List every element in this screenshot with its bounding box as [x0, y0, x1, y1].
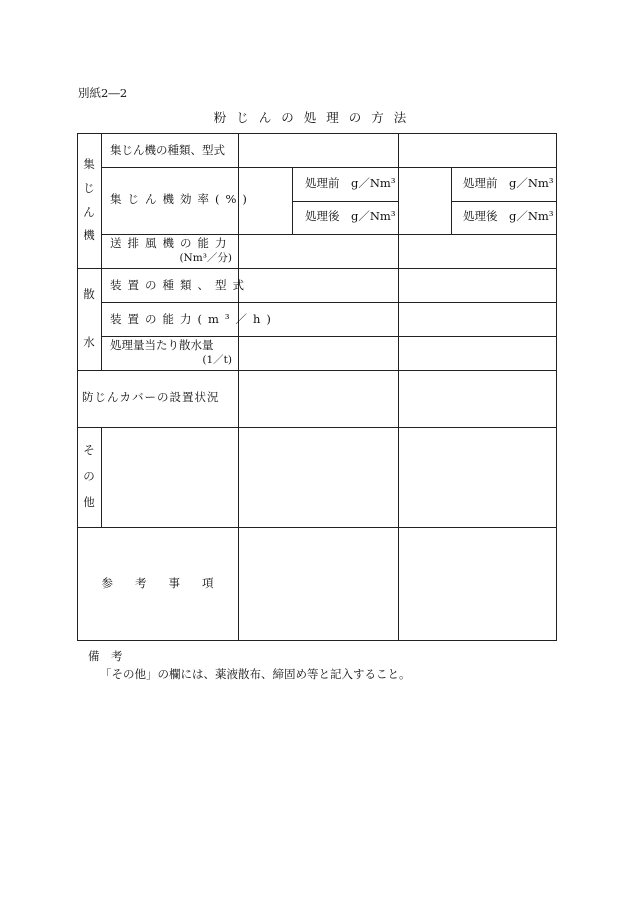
group-char: 他 — [83, 494, 95, 509]
table-border-top — [77, 133, 557, 134]
table-border-right — [556, 133, 557, 641]
group-char: 機 — [83, 228, 95, 243]
document-id: 別紙2―2 — [78, 86, 128, 100]
row-line-8 — [77, 527, 556, 528]
label-collector-type: 集じん機の種類、型式 — [110, 143, 225, 157]
group-char: 水 — [83, 335, 95, 349]
group-label-other — [77, 427, 101, 527]
efficiency-midline-2 — [451, 201, 556, 202]
group-divider-other — [101, 427, 102, 527]
page-title: 粉じんの処理の方法 — [213, 110, 417, 125]
efficiency-before-1: 処理前 g／Nm³ — [305, 176, 396, 190]
label-spray-capacity: 装置の能力(m³／h) — [110, 312, 277, 326]
table-divider-col2 — [238, 133, 239, 641]
group-char: ん — [83, 204, 95, 219]
label-spray-amount-unit: (1／t) — [202, 354, 232, 366]
label-fan-capacity-unit: (Nm³／分) — [179, 252, 232, 264]
efficiency-before-2: 処理前 g／Nm³ — [463, 176, 554, 190]
row-line-6 — [77, 370, 556, 371]
row-line-1 — [101, 167, 556, 168]
efficiency-after-1: 処理後 g／Nm³ — [305, 209, 396, 223]
group-char: そ — [83, 443, 95, 458]
label-fan-capacity: 送排風機の能力 — [110, 236, 233, 250]
efficiency-after-2: 処理後 g／Nm³ — [463, 209, 554, 223]
group-char: 散 — [83, 287, 95, 302]
notes-text: 「その他」の欄には、薬液散布、締固め等と記入すること。 — [100, 667, 411, 681]
table-border-bottom — [77, 640, 557, 641]
group-divider-collector — [101, 133, 102, 268]
group-char: 集 — [83, 156, 95, 171]
label-collector-efficiency: 集じん機効率(%) — [110, 192, 253, 206]
table-divider-col3 — [398, 133, 399, 641]
label-reference: 参考事項 — [101, 576, 236, 590]
label-dust-cover: 防じんカバーの設置状況 — [82, 390, 220, 404]
group-char: じ — [83, 180, 95, 195]
group-label-dust-collector — [77, 133, 101, 268]
group-divider-spray — [101, 268, 102, 370]
row-line-2 — [101, 234, 556, 235]
group-label-water-spray — [77, 268, 101, 370]
row-line-4 — [101, 302, 556, 303]
efficiency-midline-1 — [292, 201, 398, 202]
label-spray-amount: 処理量当たり散水量 — [110, 338, 214, 352]
row-line-5 — [101, 336, 556, 337]
row-line-7 — [77, 427, 556, 428]
label-spray-type: 装置の種類、型式 — [110, 278, 250, 292]
group-char: の — [83, 469, 95, 484]
notes-heading: 備 考 — [88, 649, 123, 663]
row-line-3 — [77, 268, 556, 269]
